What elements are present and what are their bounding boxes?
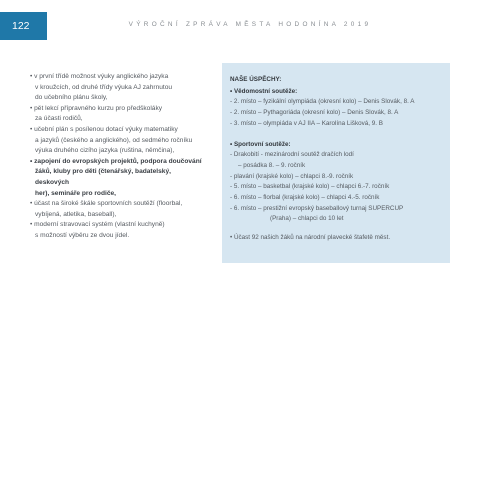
- feature-line: vybíjená, atletika, baseball),: [35, 210, 117, 218]
- relay-note: • Účast 92 našich žáků na národní plavecké štafetě měst.: [230, 234, 391, 242]
- sports-item: - 6. místo – florbal (krajské kolo) – chlapci 4.-5. ročník: [230, 194, 380, 202]
- feature-line: • v první třídě možnost výuky anglického jazyka: [30, 73, 169, 80]
- feature-line: a jazyků (českého a anglického), od sedmého ročníku: [35, 136, 193, 144]
- knowledge-competitions-heading: • Vědomostní soutěže:: [230, 87, 298, 95]
- feature-line: • učební plán s posílenou dotací výuky matematiky: [30, 125, 178, 133]
- feature-line: • zapojení do evropských projektů, podpora doučování: [30, 157, 202, 165]
- knowledge-item: - 2. místo – fyzikální olympiáda (okresní kolo) – Denis Slovák, 8. A: [230, 98, 415, 106]
- knowledge-item: - 2. místo – Pythagoriáda (okresní kolo) – Denis Slovák, 8. A: [230, 109, 399, 117]
- school-features-list: [30, 72, 205, 242]
- page-number: 122: [0, 12, 47, 40]
- successes-title: NAŠE ÚSPĚCHY:: [230, 76, 282, 83]
- feature-line: s možností výběru ze dvou jídel.: [35, 231, 130, 239]
- running-header: VÝROČNÍ ZPRÁVA MĚSTA HODONÍNA 2019: [128, 21, 372, 28]
- sports-item: - 5. místo – basketbal (krajské kolo) – chlapci 6.-7. ročník: [230, 183, 390, 191]
- sports-item: - Drakobití - mezinárodní soutěž dračích lodí: [230, 151, 354, 159]
- feature-line: • moderní stravovací systém (vlastní kuchyně): [30, 221, 165, 229]
- feature-line: v kroužcích, od druhé třídy výuka AJ zahrnutou: [35, 83, 173, 91]
- sports-item: – posádka 8. – 9. ročník: [238, 161, 306, 169]
- successes-box: [222, 63, 450, 263]
- sports-item: - plavání (krajské kolo) – chlapci 8.-9. ročník: [230, 172, 354, 180]
- sports-item: - 6. místo – prestižní evropský baseballový turnaj SUPERCUP: [230, 204, 404, 212]
- sports-item: (Praha) – chlapci do 10 let: [270, 215, 344, 223]
- feature-line: • účast na široké škále sportovních soutěží (floorbal,: [30, 200, 183, 208]
- feature-line: výuka druhého cizího jazyka (ruština, němčina),: [35, 147, 175, 155]
- feature-line: za účasti rodičů,: [35, 115, 83, 123]
- feature-line: do učebního plánu školy,: [35, 94, 108, 102]
- knowledge-item: - 3. místo – olympiáda v AJ IIA – Karolína Lišková, 9. B: [230, 119, 383, 127]
- sports-competitions-heading: • Sportovní soutěže:: [230, 140, 291, 148]
- feature-line: her), semináře pro rodiče,: [35, 189, 116, 197]
- feature-line: • pět lekcí přípravného kurzu pro předškoláky: [30, 104, 163, 112]
- feature-line: žáků, kluby pro děti (čtenářský, badatelský, deskových: [35, 168, 171, 186]
